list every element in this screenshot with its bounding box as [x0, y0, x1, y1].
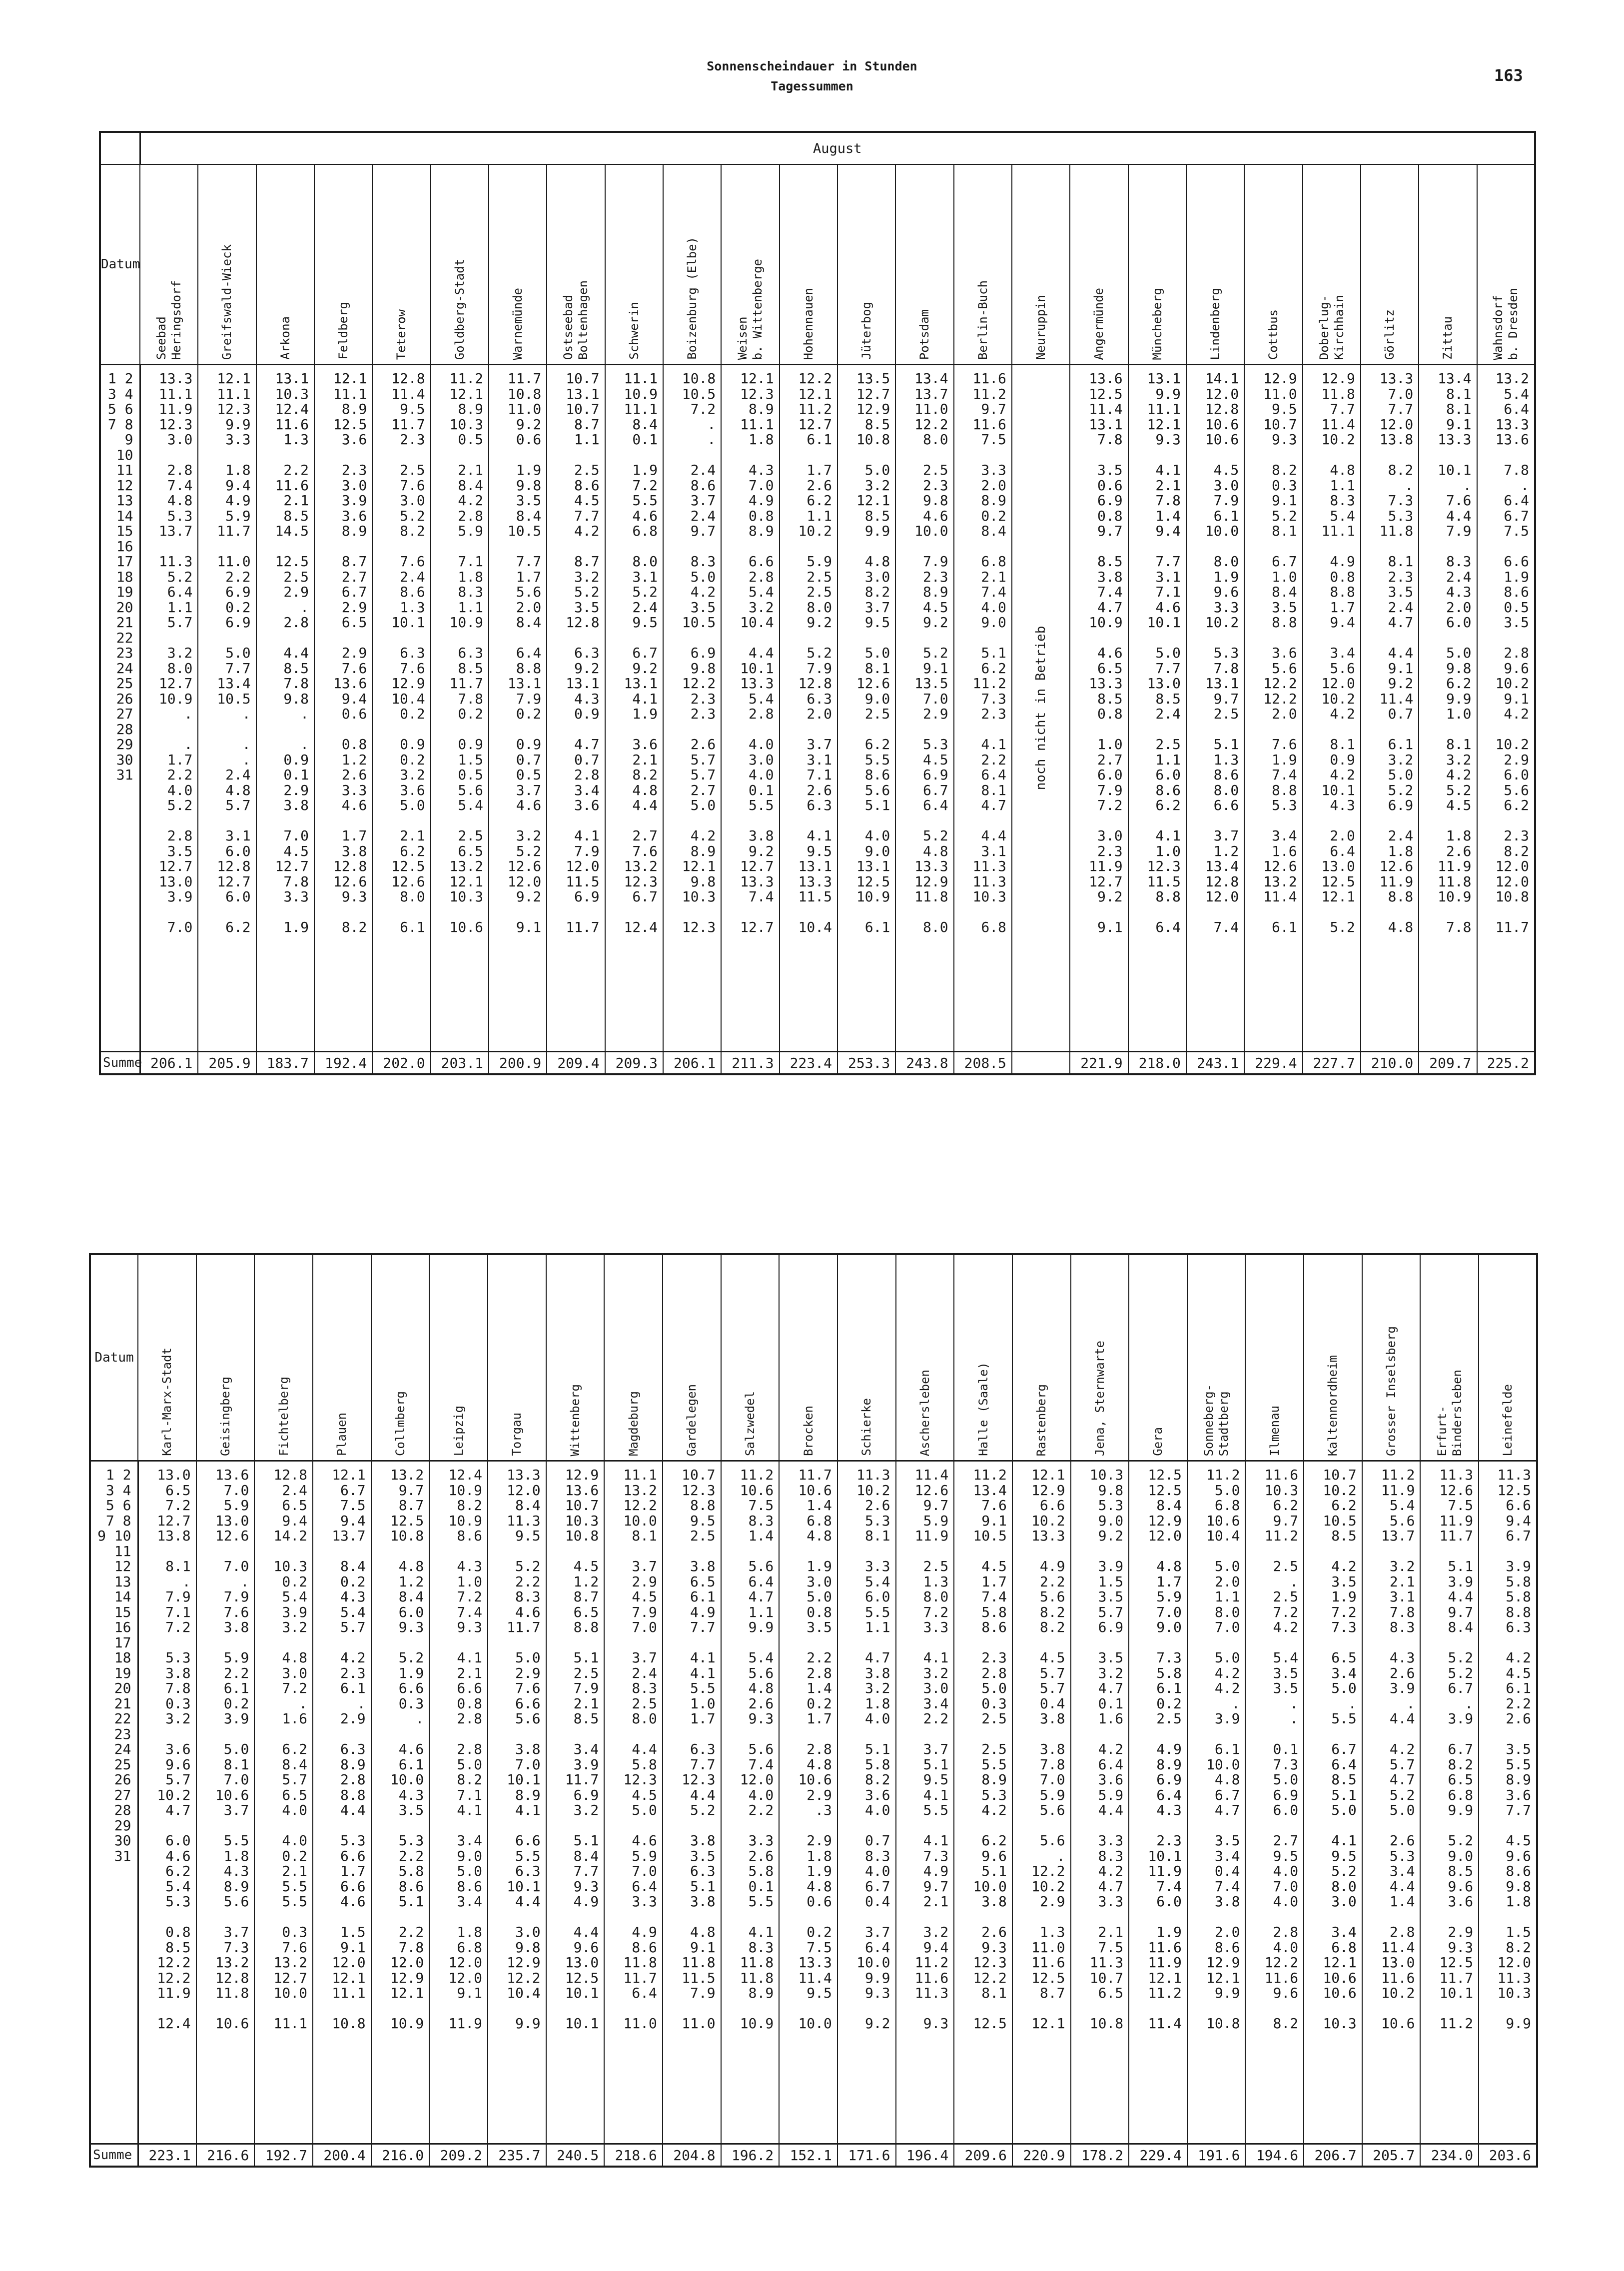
station-sum: 192.7 [254, 2144, 313, 2167]
station-header-boizenburg-elbe [663, 164, 721, 365]
station-header-hohennauen [780, 164, 837, 365]
station-sum: 171.6 [837, 2144, 896, 2167]
month-row [100, 132, 1535, 164]
datum-header: Datum [90, 1254, 138, 1461]
station-values: 13.4 13.7 11.0 12.2 8.0 2.5 2.3 9.8 4.6 10.0 7.9 2.3 8.9 4.5 9.2 5.2 9.1 13.5 7.0 2.9 5.3 4.5 6.9 6.7 6.4 5.2 4.8 13.3 12.9 11.8 8.0 [895, 365, 953, 1052]
station-header-row [90, 1254, 1537, 1461]
station-sum: 206.7 [1304, 2144, 1362, 2167]
station-name: Cottbus [1266, 309, 1281, 360]
not-operating-note: noch nicht in Betrieb [1033, 626, 1049, 790]
data-row [90, 1461, 1537, 2144]
station-header-warnemünde [489, 164, 547, 365]
station-values: 12.1 12.3 8.9 11.1 1.8 4.3 7.0 4.9 0.8 8.9 6.6 2.8 5.4 3.2 10.4 4.4 10.1 13.3 5.4 2.8 4.0 3.0 4.0 0.1 5.5 3.8 9.2 12.7 13.3 7.4 12.7 [721, 365, 779, 1052]
station-header-ostseebad-boltenhagen [547, 164, 605, 365]
station-name: Karl-Marx-Stadt [160, 1348, 174, 1456]
station-values: 12.8 2.4 6.5 9.4 14.2 10.3 0.2 5.4 3.9 3.2 4.8 3.0 7.2 . 1.6 6.2 8.4 5.7 6.5 4.0 4.0 0.2 2.1 5.5 5.5 0.3 7.6 13.2 12.7 10.0 11.1 [254, 1461, 313, 2144]
station-header-aschersleben [896, 1254, 954, 1461]
station-values: 11.1 13.2 12.2 10.0 8.1 3.7 2.9 4.5 7.9 7.0 3.7 2.4 8.3 2.5 8.0 4.4 5.8 12.3 4.5 5.0 4.6 5.9 7.0 6.4 3.3 4.9 8.6 11.8 11.7 6.4 11.0 [604, 1461, 663, 2144]
station-header-geisingberg [196, 1254, 255, 1461]
station-header-greifswald-wieck [198, 164, 256, 365]
station-name: Feldberg [336, 302, 351, 360]
station-values: 11.2 10.6 7.5 8.3 1.4 5.6 6.4 4.7 1.1 9.9 5.4 5.6 4.8 2.6 9.3 5.6 7.4 12.0 4.0 2.2 3.3 2.6 5.8 0.1 5.5 4.1 8.3 11.8 11.8 8.9 10.9 [721, 1461, 780, 2144]
station-sum [1012, 1052, 1070, 1075]
station-name: Kaltennordheim [1326, 1355, 1340, 1456]
station-name: Sonneberg- Stadtberg [1202, 1384, 1231, 1456]
sum-label: Summe [90, 2144, 138, 2167]
station-name: Schierke [859, 1398, 874, 1456]
station-values: 13.2 5.4 6.4 13.3 13.6 7.8 . 6.4 6.7 7.5 6.6 1.9 8.6 0.5 3.5 2.8 9.6 10.2 9.1 4.2 10.2 2.9 6.0 5.6 6.2 2.3 8.2 12.0 12.0 10.8 11.7 [1477, 365, 1535, 1052]
station-name: Hohennauen [801, 287, 815, 360]
station-name: Magdeburg [626, 1391, 641, 1456]
station-name: Müncheberg [1150, 287, 1164, 360]
station-header-kaltennordheim [1304, 1254, 1362, 1461]
station-values: 12.8 11.4 9.5 11.7 2.3 2.5 7.6 3.0 5.2 8.2 7.6 2.4 8.6 1.3 10.1 6.3 7.6 12.9 10.4 0.2 0.9 0.2 3.2 3.6 5.0 2.1 6.2 12.5 12.6 8.0 6.1 [372, 365, 430, 1052]
station-values: 12.1 11.1 8.9 12.5 3.6 2.3 3.0 3.9 3.6 8.9 8.7 2.7 6.7 2.9 6.5 2.9 7.6 13.6 9.4 0.6 0.8 1.2 2.6 3.3 4.6 1.7 3.8 12.8 12.6 9.3 8.2 [314, 365, 372, 1052]
station-header-wahnsdorf-b-dresden [1477, 164, 1535, 365]
station-sum: 192.4 [314, 1052, 372, 1075]
station-header-collmberg [371, 1254, 430, 1461]
station-header-plauen [313, 1254, 371, 1461]
station-header-angermünde [1070, 164, 1128, 365]
station-sum: 209.3 [605, 1052, 663, 1075]
station-sum: 223.4 [780, 1052, 837, 1075]
station-header-teterow [372, 164, 430, 365]
station-header-fichtelberg [254, 1254, 313, 1461]
station-sum: 229.4 [1129, 2144, 1187, 2167]
station-name: Halle (Saale) [976, 1362, 990, 1456]
station-name: Rastenberg [1034, 1384, 1049, 1456]
station-name: Brocken [801, 1405, 815, 1456]
station-values: 10.7 12.3 8.8 9.5 2.5 3.8 6.5 6.1 4.9 7.7 4.1 4.1 5.5 1.0 1.7 6.3 7.7 12.3 4.4 5.2 3.8 3.5 6.3 5.1 3.8 4.8 9.1 11.8 11.5 7.9 11.0 [663, 1461, 721, 2144]
station-values: 13.1 10.3 12.4 11.6 1.3 2.2 11.6 2.1 8.5 14.5 12.5 2.5 2.9 . 2.8 4.4 8.5 7.8 9.8 . . 0.9 0.1 2.9 3.8 7.0 4.5 12.7 7.8 3.3 1.9 [256, 365, 314, 1052]
month-label: August [140, 132, 1535, 164]
station-values: 12.1 12.9 6.6 10.2 13.3 4.9 2.2 5.6 8.2 8.2 4.5 5.7 5.7 0.4 3.8 3.8 7.8 7.0 5.9 5.6 5.6 . 12.2 10.2 2.9 1.3 11.0 11.6 12.5 8.7 12.1 [1012, 1461, 1071, 2144]
station-header-leipzig [429, 1254, 488, 1461]
station-values: 10.8 10.5 7.2 . . 2.4 8.6 3.7 2.4 9.7 8.3 5.0 4.2 3.5 10.5 6.9 9.8 12.2 2.3 2.3 2.6 5.7 5.7 2.7 5.0 4.2 8.9 12.1 9.8 10.3 12.3 [663, 365, 721, 1052]
station-sum: 253.3 [837, 1052, 895, 1075]
station-header-cottbus [1244, 164, 1302, 365]
station-name: Wittenberg [568, 1384, 582, 1456]
station-name: Gardelegen [685, 1384, 699, 1456]
station-values: 13.0 6.5 7.2 12.7 13.8 8.1 . 7.9 7.1 7.2 5.3 3.8 7.8 0.3 3.2 3.6 9.6 5.7 10.2 4.7 6.0 4.6 6.2 5.4 5.3 0.8 8.5 12.2 12.2 11.9 12.4 [138, 1461, 196, 2144]
station-values: 11.6 10.3 6.2 9.7 11.2 2.5 . 2.5 7.2 4.2 5.4 3.5 3.5 . . 0.1 7.3 5.0 6.9 6.0 2.7 9.5 4.0 7.0 4.0 2.8 4.0 12.2 11.6 9.6 8.2 [1245, 1461, 1304, 2144]
page-title: Sonnenscheindauer in Stunden [707, 59, 917, 73]
station-sum: 206.1 [663, 1052, 721, 1075]
station-name: Fichtelberg [276, 1377, 291, 1456]
station-sum: 243.1 [1186, 1052, 1244, 1075]
station-sum: 227.7 [1303, 1052, 1361, 1075]
station-name: Wahnsdorf b. Dresden [1491, 287, 1521, 360]
station-name: Weisen b. Wittenberge [736, 258, 765, 360]
station-values: 11.6 11.2 9.7 11.6 7.5 3.3 2.0 8.9 0.2 8.4 6.8 2.1 7.4 4.0 9.0 5.1 6.2 11.2 7.3 2.3 4.1 2.2 6.4 8.1 4.7 4.4 3.1 11.3 11.3 10.3 6.8 [954, 365, 1012, 1052]
datum-header: Datum [100, 164, 140, 365]
sunshine-table-1 [99, 131, 1536, 1075]
station-name: Gera [1151, 1427, 1165, 1456]
station-values: 14.1 12.0 12.8 10.6 10.6 4.5 3.0 7.9 6.1 10.0 8.0 1.9 9.6 3.3 10.2 5.3 7.8 13.1 9.7 2.5 5.1 1.3 8.6 8.0 6.6 3.7 1.2 13.4 12.8 12.0 7.4 [1186, 365, 1244, 1052]
station-name: Ilmenau [1267, 1405, 1282, 1456]
station-name: Torgau [510, 1413, 524, 1456]
station-header-salzwedel [721, 1254, 780, 1461]
station-values: 10.7 10.2 6.2 10.5 8.5 4.2 3.5 1.9 7.2 7.3 6.5 3.4 5.0 . 5.5 6.7 6.4 8.5 5.1 5.0 4.1 9.5 5.2 8.0 3.0 3.4 6.8 12.1 10.6 10.6 10.3 [1304, 1461, 1362, 2144]
station-values: 11.1 10.9 11.1 8.4 0.1 1.9 7.2 5.5 4.6 6.8 8.0 3.1 5.2 2.4 9.5 6.7 9.2 13.1 4.1 1.9 3.6 2.1 8.2 4.8 4.4 2.7 7.6 13.2 12.3 6.7 12.4 [605, 365, 663, 1052]
station-header-sonneberg-stadtberg [1187, 1254, 1246, 1461]
station-values: 13.4 8.1 8.1 9.1 13.3 10.1 . 7.6 4.4 7.9 8.3 2.4 4.3 2.0 6.0 5.0 9.8 6.2 9.9 1.0 8.1 3.2 4.2 5.2 4.5 1.8 2.6 11.9 11.8 10.9 7.8 [1419, 365, 1477, 1052]
station-header-doberlug-kirchhain [1303, 164, 1361, 365]
station-sum: 210.0 [1361, 1052, 1419, 1075]
station-name: Leipzig [451, 1405, 466, 1456]
station-name: Leinefelde [1501, 1384, 1515, 1456]
station-sum: 223.1 [138, 2144, 196, 2167]
station-header-torgau [488, 1254, 546, 1461]
station-values: 11.3 12.5 6.6 9.4 6.7 3.9 5.8 5.8 8.8 6.3 4.2 4.5 6.1 2.2 2.6 3.5 5.5 8.9 3.6 7.7 4.5 9.6 8.6 9.8 1.8 1.5 8.2 12.0 11.3 10.3 9.9 [1479, 1461, 1537, 2144]
day-numbers: 1 2 3 4 5 6 7 8 9 10 11 12 13 14 15 16 17 18 19 20 21 22 23 24 25 26 27 28 29 30 31 [90, 1461, 138, 2144]
station-name: Ostseebad Boltenhagen [561, 280, 591, 360]
station-header-jena-sternwarte [1071, 1254, 1129, 1461]
station-header-arkona [256, 164, 314, 365]
station-header-seebad-heringsdorf [140, 164, 198, 365]
station-name: Görlitz [1383, 309, 1397, 360]
station-header-halle-saale [954, 1254, 1012, 1461]
station-sum: 203.1 [431, 1052, 489, 1075]
station-sum: 206.1 [140, 1052, 198, 1075]
station-name: Angermünde [1092, 287, 1106, 360]
page-subtitle: Tagessummen [771, 79, 853, 93]
station-header-schierke [837, 1254, 896, 1461]
station-values: 13.2 9.7 8.7 12.5 10.8 4.8 1.2 8.4 6.0 9.3 5.2 1.9 6.6 0.3 . 4.6 6.1 10.0 4.3 3.5 5.3 2.2 5.8 8.6 5.1 2.2 7.8 12.0 12.9 12.1 10.9 [371, 1461, 430, 2144]
station-header-berlin-buch [954, 164, 1012, 365]
station-header-gera [1129, 1254, 1187, 1461]
station-name: Schwerin [627, 302, 641, 360]
station-values: 12.9 13.6 10.7 10.3 10.8 4.5 1.2 8.7 6.5 8.8 5.1 2.5 7.9 2.1 8.5 3.4 3.9 11.7 6.9 3.2 5.1 8.4 7.7 9.3 4.9 4.4 9.6 13.0 12.5 10.1 10.1 [546, 1461, 605, 2144]
station-header-rastenberg [1012, 1254, 1071, 1461]
station-values: 11.4 12.6 9.7 5.9 11.9 2.5 1.3 8.0 7.2 3.3 4.1 3.2 3.0 3.4 2.2 3.7 5.1 9.5 4.1 5.5 4.1 7.3 4.9 9.7 2.1 3.2 9.4 11.2 11.6 11.3 9.3 [896, 1461, 954, 2144]
station-values: 12.9 11.8 7.7 11.4 10.2 4.8 1.1 8.3 5.4 11.1 4.9 0.8 8.8 1.7 9.4 3.4 5.6 12.0 10.2 4.2 8.1 0.9 4.2 10.1 4.3 2.0 6.4 13.0 12.5 12.1 5.2 [1303, 365, 1361, 1052]
station-header-potsdam [895, 164, 953, 365]
station-values: 11.2 5.0 6.8 10.6 10.4 5.0 2.0 1.1 8.0 7.0 5.0 4.2 4.2 . 3.9 6.1 10.0 4.8 6.7 4.7 3.5 3.4 0.4 7.4 3.8 2.0 8.6 12.9 12.1 9.9 10.8 [1187, 1461, 1246, 2144]
station-sum: 216.0 [371, 2144, 430, 2167]
station-sum: 194.6 [1245, 2144, 1304, 2167]
station-name: Teterow [394, 309, 409, 360]
station-sum: 240.5 [546, 2144, 605, 2167]
station-values: 10.3 9.8 5.3 9.0 9.2 3.9 1.5 3.5 5.7 6.9 3.5 3.2 4.7 0.1 1.6 4.2 6.4 3.6 5.9 4.4 3.3 8.3 4.2 4.7 3.3 2.1 7.5 11.3 10.7 6.5 10.8 [1071, 1461, 1129, 2144]
station-sum: 183.7 [256, 1052, 314, 1075]
station-sum: 225.2 [1477, 1052, 1535, 1075]
station-header-wittenberg [546, 1254, 605, 1461]
sunshine-table-2 [89, 1253, 1538, 2168]
station-sum: 218.0 [1128, 1052, 1186, 1075]
station-header-müncheberg [1128, 164, 1186, 365]
station-header-grosser-inselsberg [1362, 1254, 1421, 1461]
station-values: 12.4 10.9 8.2 10.9 8.6 4.3 1.0 7.2 7.4 9.3 4.1 2.1 6.6 0.8 2.8 2.8 5.0 8.2 7.1 4.1 3.4 9.0 5.0 8.6 3.4 1.8 6.8 12.0 12.0 9.1 11.9 [429, 1461, 488, 2144]
station-name: Warnemünde [511, 287, 525, 360]
station-sum: 221.9 [1070, 1052, 1128, 1075]
station-sum: 220.9 [1012, 2144, 1071, 2167]
station-sum: 202.0 [372, 1052, 430, 1075]
station-values: 13.3 11.1 11.9 12.3 3.0 2.8 7.4 4.8 5.3 13.7 11.3 5.2 6.4 1.1 5.7 3.2 8.0 12.7 10.9 . . 1.7 2.2 4.0 5.2 2.8 3.5 12.7 13.0 3.9 7.0 [140, 365, 198, 1052]
station-sum: 243.8 [895, 1052, 953, 1075]
sum-row [100, 1052, 1535, 1075]
station-header-weisen-b-wittenberge [721, 164, 779, 365]
station-name: Zittau [1441, 316, 1455, 360]
station-name: Goldberg-Stadt [452, 258, 467, 360]
station-values-empty [1012, 365, 1070, 1052]
page-number: 163 [1494, 66, 1523, 85]
station-sum: 209.4 [547, 1052, 605, 1075]
station-values: 13.3 12.0 8.4 11.3 9.5 5.2 2.2 8.3 4.6 11.7 5.0 2.9 7.6 6.6 5.6 3.8 7.0 10.1 8.9 4.1 6.6 5.5 6.3 10.1 4.4 3.0 9.8 12.9 12.2 10.4 9.9 [488, 1461, 546, 2144]
station-sum: 209.6 [954, 2144, 1012, 2167]
station-header-feldberg [314, 164, 372, 365]
day-numbers: 1 2 3 4 5 6 7 8 9 10 11 12 13 14 15 16 17 18 19 20 21 22 23 24 25 26 27 28 29 30 31 [100, 365, 140, 1052]
station-name: Jüterbog [859, 302, 874, 360]
station-name: Plauen [335, 1413, 349, 1456]
station-sum: 200.9 [489, 1052, 547, 1075]
station-header-karl-marx-stadt [138, 1254, 196, 1461]
station-name: Boizenburg (Elbe) [685, 237, 700, 360]
station-values: 10.7 13.1 10.7 8.7 1.1 2.5 8.6 4.5 7.7 4.2 8.7 3.2 5.2 3.5 12.8 6.3 9.2 13.1 4.3 0.9 4.7 0.7 2.8 3.4 3.6 4.1 7.9 12.0 11.5 6.9 11.7 [547, 365, 605, 1052]
station-sum: 209.7 [1419, 1052, 1477, 1075]
station-values: 11.3 12.6 7.5 11.9 11.7 5.1 3.9 4.4 9.7 8.4 5.2 5.2 6.7 . 3.9 6.7 8.2 6.5 6.8 9.9 5.2 9.0 8.5 9.6 3.6 2.9 9.3 12.5 11.7 10.1 11.2 [1420, 1461, 1479, 2144]
sum-label: Summe [100, 1052, 140, 1075]
station-header-goldberg-stadt [431, 164, 489, 365]
station-values: 12.1 11.1 12.3 9.9 3.3 1.8 9.4 4.9 5.9 11.7 11.0 2.2 6.9 0.2 6.9 5.0 7.7 13.4 10.5 . . . 2.4 4.8 5.7 3.1 6.0 12.8 12.7 6.0 6.2 [198, 365, 256, 1052]
station-name: Greifswald-Wieck [220, 244, 234, 360]
station-sum: 216.6 [196, 2144, 255, 2167]
month-row-blank [100, 132, 140, 164]
station-values: 11.3 10.2 2.6 5.3 8.1 3.3 5.4 6.0 5.5 1.1 4.7 3.8 3.2 1.8 4.0 5.1 5.8 8.2 3.6 4.0 0.7 8.3 4.0 6.7 0.4 3.7 6.4 10.0 9.9 9.3 9.2 [837, 1461, 896, 2144]
station-name: Collmberg [393, 1391, 407, 1456]
station-header-zittau [1419, 164, 1477, 365]
station-name: Seebad Heringsdorf [154, 280, 184, 360]
station-values: 12.9 11.0 9.5 10.7 9.3 8.2 0.3 9.1 5.2 8.1 6.7 1.0 8.4 3.5 8.8 3.6 5.6 12.2 12.2 2.0 7.6 1.9 7.4 8.8 5.3 3.4 1.6 12.6 13.2 11.4 6.1 [1244, 365, 1302, 1052]
station-name: Aschersleben [917, 1369, 932, 1456]
station-header-görlitz [1361, 164, 1419, 365]
station-name: Jena, Sternwarte [1092, 1340, 1107, 1456]
station-sum: 208.5 [954, 1052, 1012, 1075]
station-values: 12.2 12.1 11.2 12.7 6.1 1.7 2.6 6.2 1.1 10.2 5.9 2.5 2.5 8.0 9.2 5.2 7.9 12.8 6.3 2.0 3.7 3.1 7.1 2.6 6.3 4.1 9.5 13.1 13.3 11.5 10.4 [780, 365, 837, 1052]
station-name: Lindenberg [1208, 287, 1223, 360]
station-name: Potsdam [917, 309, 932, 360]
station-values: 11.7 10.6 1.4 6.8 4.8 1.9 3.0 5.0 0.8 3.5 2.2 2.8 1.4 0.2 1.7 2.8 4.8 10.6 2.9 .3 2.9 1.8 1.9 4.8 0.6 0.2 7.5 13.3 11.4 9.5 10.0 [779, 1461, 837, 2144]
station-header-magdeburg [604, 1254, 663, 1461]
station-name: Doberlug- Kirchhain [1317, 294, 1346, 360]
station-values: 11.2 12.1 8.9 10.3 0.5 2.1 8.4 4.2 2.8 5.9 7.1 1.8 8.3 1.1 10.9 6.3 8.5 11.7 7.8 0.2 0.9 1.5 0.5 5.6 5.4 2.5 6.5 13.2 12.1 10.3 10.6 [431, 365, 489, 1052]
station-values: 13.1 9.9 11.1 12.1 9.3 4.1 2.1 7.8 1.4 9.4 7.7 3.1 7.1 4.6 10.1 5.0 7.7 13.0 8.5 2.4 2.5 1.1 6.0 8.6 6.2 4.1 1.0 12.3 11.5 8.8 6.4 [1128, 365, 1186, 1052]
station-name: Salzwedel [743, 1391, 757, 1456]
station-header-erfurt-bindersleben [1420, 1254, 1479, 1461]
station-sum: 191.6 [1187, 2144, 1246, 2167]
station-name: Neuruppin [1034, 294, 1048, 360]
station-name: Berlin-Buch [975, 280, 990, 360]
station-values: 13.3 7.0 7.7 12.0 13.8 8.2 . 7.3 5.3 11.8 8.1 2.3 3.5 2.4 4.7 4.4 9.1 9.2 11.4 0.7 6.1 3.2 5.0 5.2 6.9 2.4 1.8 12.6 11.9 8.8 4.8 [1361, 365, 1419, 1052]
station-header-leinefelde [1479, 1254, 1537, 1461]
station-values: 12.1 6.7 7.5 9.4 13.7 8.4 0.2 4.3 5.4 5.7 4.2 2.3 6.1 . 2.9 6.3 8.9 2.8 8.8 4.4 5.3 6.6 1.7 6.6 4.6 1.5 9.1 12.0 12.1 11.1 10.8 [313, 1461, 371, 2144]
data-row [100, 365, 1535, 1052]
station-sum: 152.1 [779, 2144, 837, 2167]
station-header-row [100, 164, 1535, 365]
station-sum: 218.6 [604, 2144, 663, 2167]
station-values: 12.5 12.5 8.4 12.9 12.0 4.8 1.7 5.9 7.0 9.0 7.3 5.8 6.1 0.2 2.5 4.9 8.9 6.9 6.4 4.3 2.3 10.1 11.9 7.4 6.0 1.9 11.6 11.9 12.1 11.2 11.4 [1129, 1461, 1187, 2144]
station-sum: 200.4 [313, 2144, 371, 2167]
station-header-ilmenau [1245, 1254, 1304, 1461]
station-sum: 203.6 [1479, 2144, 1537, 2167]
station-sum: 234.0 [1420, 2144, 1479, 2167]
station-sum: 205.7 [1362, 2144, 1421, 2167]
station-values: 11.2 11.9 5.4 5.6 13.7 3.2 2.1 3.1 7.8 8.3 4.3 2.6 3.9 . 4.4 4.2 5.7 4.7 5.2 5.0 2.6 5.3 3.4 4.4 1.4 2.8 11.4 13.0 11.6 10.2 10.6 [1362, 1461, 1421, 2144]
station-sum: 178.2 [1071, 2144, 1129, 2167]
station-sum: 229.4 [1244, 1052, 1302, 1075]
station-name: Arkona [278, 316, 292, 360]
station-sum: 196.4 [896, 2144, 954, 2167]
station-header-schwerin [605, 164, 663, 365]
station-values: 13.6 7.0 5.9 13.0 12.6 7.0 . 7.9 7.6 3.8 5.9 2.2 6.1 0.2 3.9 5.0 8.1 7.0 10.6 3.7 5.5 1.8 4.3 8.9 5.6 3.7 7.3 13.2 12.8 11.8 10.6 [196, 1461, 255, 2144]
station-name: Grosser Inselsberg [1384, 1326, 1399, 1456]
station-sum: 196.2 [721, 2144, 780, 2167]
station-header-neuruppin [1012, 164, 1070, 365]
station-values: 11.2 13.4 7.6 9.1 10.5 4.5 1.7 7.4 5.8 8.6 2.3 2.8 5.0 0.3 2.5 2.5 5.5 8.9 5.3 4.2 6.2 9.6 5.1 10.0 3.8 2.6 9.3 12.3 12.2 8.1 12.5 [954, 1461, 1012, 2144]
station-sum: 205.9 [198, 1052, 256, 1075]
station-header-jüterbog [837, 164, 895, 365]
station-header-lindenberg [1186, 164, 1244, 365]
station-name: Erfurt- Bindersleben [1435, 1369, 1464, 1456]
station-header-gardelegen [663, 1254, 721, 1461]
station-name: Geisingberg [218, 1377, 232, 1456]
station-header-brocken [779, 1254, 837, 1461]
sum-row [90, 2144, 1537, 2167]
station-values: 11.7 10.8 11.0 9.2 0.6 1.9 9.8 3.5 8.4 10.5 7.7 1.7 5.6 2.0 8.4 6.4 8.8 13.1 7.9 0.2 0.9 0.7 0.5 3.7 4.6 3.2 5.2 12.6 12.0 9.2 9.1 [489, 365, 547, 1052]
station-sum: 209.2 [429, 2144, 488, 2167]
station-sum: 204.8 [663, 2144, 721, 2167]
station-sum: 211.3 [721, 1052, 779, 1075]
station-values: 13.6 12.5 11.4 13.1 7.8 3.5 0.6 6.9 0.8 9.7 8.5 3.8 7.4 4.7 10.9 4.6 6.5 13.3 8.5 0.8 1.0 2.7 6.0 7.9 7.2 3.0 2.3 11.9 12.7 9.2 9.1 [1070, 365, 1128, 1052]
station-values: 13.5 12.7 12.9 8.5 10.8 5.0 3.2 12.1 8.5 9.9 4.8 3.0 8.2 3.7 9.5 5.0 8.1 12.6 9.0 2.5 6.2 5.5 8.6 5.6 5.1 4.0 9.0 13.1 12.5 10.9 6.1 [837, 365, 895, 1052]
station-sum: 235.7 [488, 2144, 546, 2167]
